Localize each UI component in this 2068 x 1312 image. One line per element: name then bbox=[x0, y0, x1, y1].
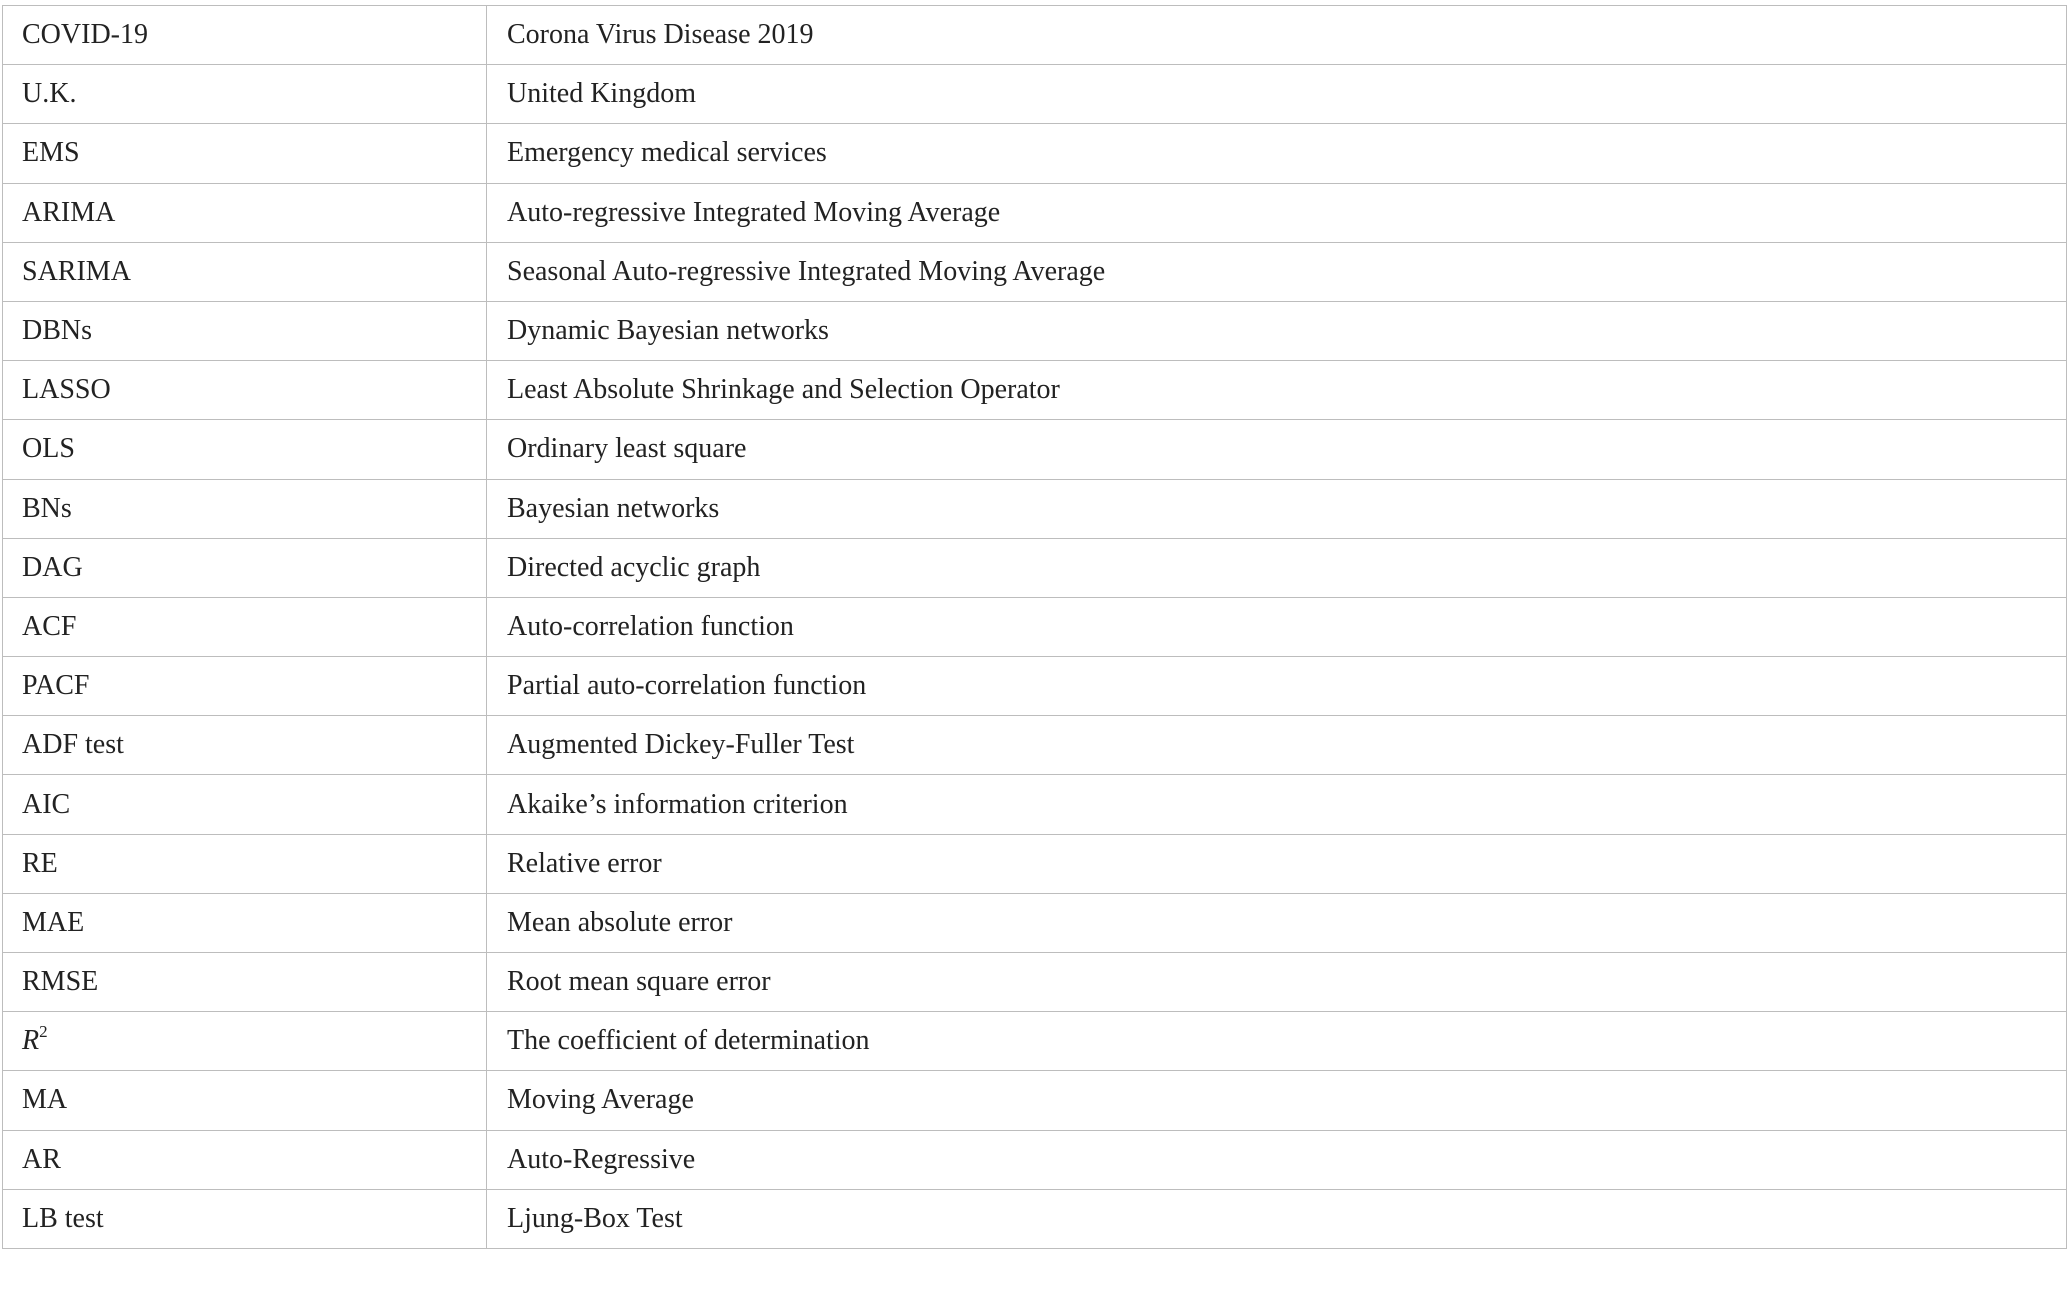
abbreviation-cell: COVID-19 bbox=[3, 6, 487, 65]
definition-cell: Mean absolute error bbox=[487, 893, 2067, 952]
definition-cell: Root mean square error bbox=[487, 953, 2067, 1012]
abbreviation-cell: AR bbox=[3, 1130, 487, 1189]
abbreviation-cell: BNs bbox=[3, 479, 487, 538]
table-row bbox=[3, 716, 2067, 775]
abbreviation-cell: MA bbox=[3, 1071, 487, 1130]
table-row bbox=[3, 1189, 2067, 1248]
definition-cell: Ordinary least square bbox=[487, 420, 2067, 479]
definition-cell: Augmented Dickey-Fuller Test bbox=[487, 716, 2067, 775]
abbreviations-table bbox=[2, 5, 2067, 1249]
abbreviation-superscript: 2 bbox=[39, 1021, 48, 1041]
abbreviation-cell: SARIMA bbox=[3, 242, 487, 301]
abbreviation-cell: LB test bbox=[3, 1189, 487, 1248]
table-row bbox=[3, 6, 2067, 65]
definition-cell: Directed acyclic graph bbox=[487, 538, 2067, 597]
definition-cell: Partial auto-correlation function bbox=[487, 657, 2067, 716]
abbreviation-cell: EMS bbox=[3, 124, 487, 183]
definition-cell: Akaike’s information criterion bbox=[487, 775, 2067, 834]
table-row bbox=[3, 953, 2067, 1012]
definition-cell: Auto-Regressive bbox=[487, 1130, 2067, 1189]
table-row bbox=[3, 242, 2067, 301]
abbreviation-cell: DAG bbox=[3, 538, 487, 597]
table-row bbox=[3, 301, 2067, 360]
definition-cell: Relative error bbox=[487, 834, 2067, 893]
abbreviation-cell bbox=[3, 1012, 487, 1071]
table-row bbox=[3, 420, 2067, 479]
table-row bbox=[3, 1012, 2067, 1071]
definition-cell: Bayesian networks bbox=[487, 479, 2067, 538]
abbreviation-cell: RE bbox=[3, 834, 487, 893]
definition-cell: Seasonal Auto-regressive Integrated Moving Average bbox=[487, 242, 2067, 301]
definition-cell: Auto-correlation function bbox=[487, 597, 2067, 656]
abbreviation-symbol: R bbox=[22, 1025, 40, 1057]
table-row bbox=[3, 657, 2067, 716]
abbreviation-cell: LASSO bbox=[3, 361, 487, 420]
abbreviation-cell: ACF bbox=[3, 597, 487, 656]
definition-cell: Least Absolute Shrinkage and Selection Operator bbox=[487, 361, 2067, 420]
table-row bbox=[3, 65, 2067, 124]
table-row bbox=[3, 183, 2067, 242]
abbreviation-cell: U.K. bbox=[3, 65, 487, 124]
abbreviation-cell: ADF test bbox=[3, 716, 487, 775]
table-row bbox=[3, 597, 2067, 656]
definition-cell: Corona Virus Disease 2019 bbox=[487, 6, 2067, 65]
definition-cell: Emergency medical services bbox=[487, 124, 2067, 183]
definition-cell: Dynamic Bayesian networks bbox=[487, 301, 2067, 360]
table-row bbox=[3, 893, 2067, 952]
definition-cell: United Kingdom bbox=[487, 65, 2067, 124]
abbreviation-cell: DBNs bbox=[3, 301, 487, 360]
table-row bbox=[3, 1071, 2067, 1130]
table-row bbox=[3, 479, 2067, 538]
abbreviation-cell: AIC bbox=[3, 775, 487, 834]
definition-cell: The coefficient of determination bbox=[487, 1012, 2067, 1071]
abbreviation-cell: ARIMA bbox=[3, 183, 487, 242]
definition-cell: Moving Average bbox=[487, 1071, 2067, 1130]
table-row bbox=[3, 124, 2067, 183]
abbreviation-cell: RMSE bbox=[3, 953, 487, 1012]
abbreviation-cell: OLS bbox=[3, 420, 487, 479]
definition-cell: Ljung-Box Test bbox=[487, 1189, 2067, 1248]
abbreviation-cell: PACF bbox=[3, 657, 487, 716]
abbreviation-cell: MAE bbox=[3, 893, 487, 952]
table-row bbox=[3, 538, 2067, 597]
table-row bbox=[3, 361, 2067, 420]
table-row bbox=[3, 834, 2067, 893]
table-row bbox=[3, 775, 2067, 834]
definition-cell: Auto-regressive Integrated Moving Average bbox=[487, 183, 2067, 242]
table-row bbox=[3, 1130, 2067, 1189]
